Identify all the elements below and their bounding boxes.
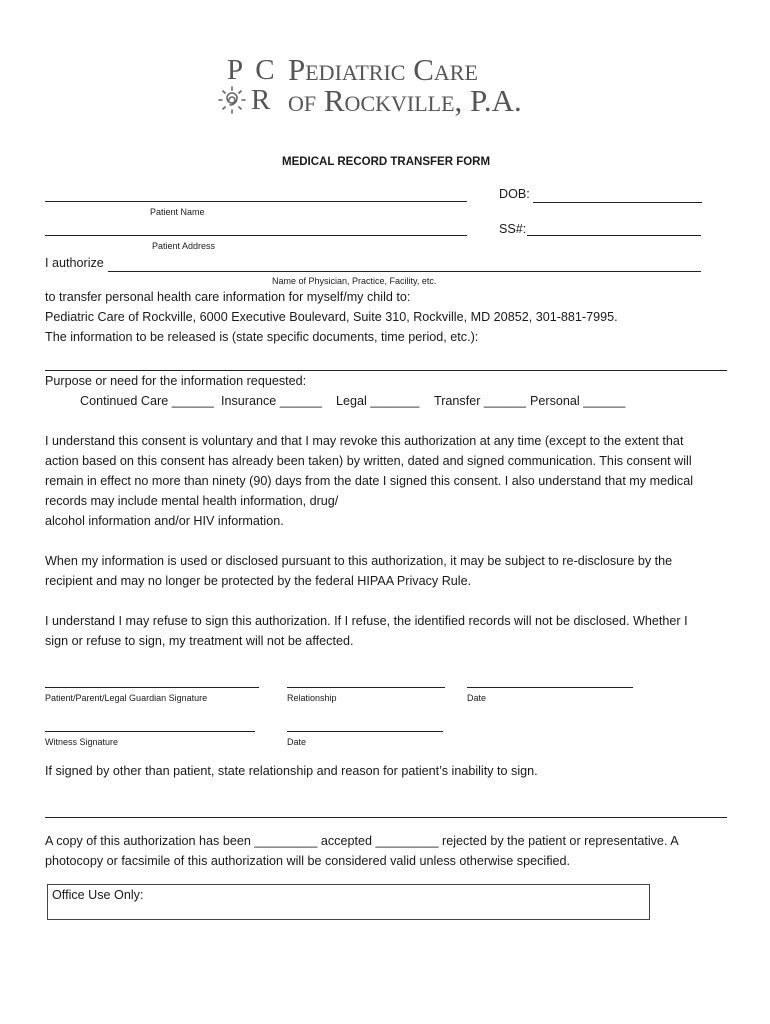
logo-name-line1: Pediatric Care: [288, 52, 478, 87]
office-use-label: Office Use Only:: [52, 888, 144, 902]
refuse-paragraph: [45, 611, 715, 651]
sun-swirl-icon: [218, 86, 246, 114]
patient-name-caption: Patient Name: [150, 207, 205, 217]
patient-name-field[interactable]: [45, 201, 467, 202]
authorize-label: I authorize: [45, 256, 104, 270]
transfer-line: to transfer personal health care information for myself/my child to:: [45, 290, 411, 304]
witness-signature-caption: Witness Signature: [45, 737, 119, 747]
relationship-caption: Relationship: [287, 693, 337, 703]
witness-signature-field[interactable]: [45, 731, 255, 732]
office-use-box: [47, 884, 650, 920]
patient-address-field[interactable]: [45, 235, 467, 236]
consent-paragraph: [45, 431, 715, 531]
logo-monogram-bottom: R: [251, 84, 271, 116]
copy-notice-line: A copy of this authorization has been _________ accepted _________ rejected by the patient or representative. A: [45, 834, 679, 848]
relationship-field[interactable]: [287, 687, 445, 688]
reason-field[interactable]: [45, 817, 727, 818]
patient-signature-caption: Patient/Parent/Legal Guardian Signature: [45, 693, 208, 703]
logo-name-line2: of Rockville, P.A.: [288, 83, 522, 118]
date-field-2[interactable]: [287, 731, 443, 732]
physician-caption: Name of Physician, Practice, Facility, etc.: [272, 276, 437, 286]
consent-line: remain in effect no more than ninety (90) days from the date I signed this consent. I also understand that my medical: [45, 474, 693, 488]
dob-field[interactable]: [533, 202, 702, 203]
consent-line: action based on this consent has already been taken) by written, dated and signed communication. This consent will: [45, 454, 692, 468]
logo-monogram-top: P C: [227, 54, 278, 86]
disclosure-paragraph: [45, 551, 715, 591]
refuse-line: I understand I may refuse to sign this authorization. If I refuse, the identified records will not be disclosed. Whether I: [45, 614, 688, 628]
consent-line: I understand this consent is voluntary and that I may revoke this authorization at any time (except to the extent that: [45, 434, 684, 448]
purpose-transfer[interactable]: Transfer ______: [434, 394, 526, 408]
consent-line: records may include mental health information, drug/: [45, 494, 339, 508]
purpose-continued-care[interactable]: Continued Care ______: [80, 394, 214, 408]
purpose-legal[interactable]: Legal _______: [336, 394, 420, 408]
patient-address-caption: Patient Address: [152, 241, 216, 251]
purpose-insurance[interactable]: Insurance ______: [221, 394, 322, 408]
copy-notice: [45, 831, 715, 871]
release-line: The information to be released is (state specific documents, time period, etc.):: [45, 330, 479, 344]
copy-notice-line: photocopy or facsimile of this authorization will be considered valid unless otherwise specified.: [45, 854, 571, 868]
ss-label: SS#:: [499, 222, 527, 236]
date-caption-1: Date: [467, 693, 487, 703]
purpose-label: Purpose or need for the information requested:: [45, 374, 307, 388]
ss-field[interactable]: [527, 235, 701, 236]
form-title: MEDICAL RECORD TRANSFER FORM: [282, 156, 491, 168]
disclosure-line: recipient and may no longer be protected by the federal HIPAA Privacy Rule.: [45, 574, 472, 588]
practice-line: Pediatric Care of Rockville, 6000 Executive Boulevard, Suite 310, Rockville, MD 20852, 301-881-7995.: [45, 310, 618, 324]
date-field-1[interactable]: [467, 687, 633, 688]
other-than-patient-note: If signed by other than patient, state relationship and reason for patient’s inability to sign.: [45, 764, 538, 778]
release-field[interactable]: [45, 370, 727, 371]
refuse-line: sign or refuse to sign, my treatment will not be affected.: [45, 634, 354, 648]
consent-line: alcohol information and/or HIV information.: [45, 514, 284, 528]
dob-label: DOB:: [499, 187, 530, 201]
physician-field[interactable]: [108, 271, 701, 272]
date-caption-2: Date: [287, 737, 307, 747]
purpose-personal[interactable]: Personal ______: [530, 394, 626, 408]
patient-signature-field[interactable]: [45, 687, 259, 688]
disclosure-line: When my information is used or disclosed pursuant to this authorization, it may be subject to re-disclosure by the: [45, 554, 673, 568]
